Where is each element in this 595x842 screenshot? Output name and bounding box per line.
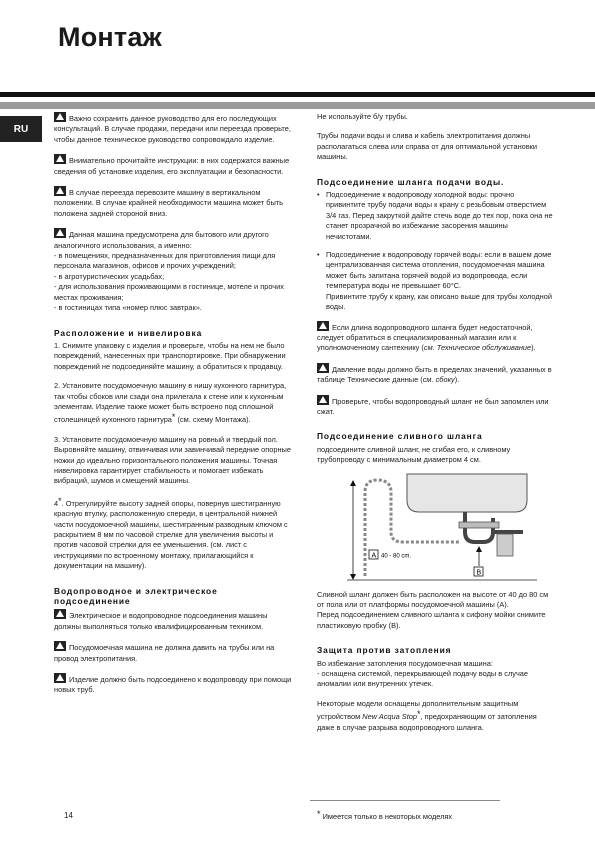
warning-icon (54, 186, 66, 196)
siphon-nut (459, 522, 499, 528)
usage-line: - в агротуристических усадьбах; (54, 271, 165, 281)
warning-paragraph: Изделие должно быть подсоединено к водопроводу при помощи новых труб. (54, 675, 292, 695)
warning-icon (317, 395, 329, 405)
label-b: B (476, 569, 482, 577)
label-a: A (371, 552, 377, 560)
drain-diagram-svg (347, 472, 537, 582)
section-heading-supply: Подсоединение шланга подачи воды. (317, 176, 505, 187)
label-a-text: 40 - 80 cm. (381, 553, 412, 560)
placement-step-2: 2. Установите посудомоечную машину в нишу кухонного гарнитура, так чтобы сбоков или сзади она прилегала к стене или к кухонным элементам. Изделие также может быть встроено под сплошной столешницей кухонного гарнитура* (см. схему Монтажа). (54, 381, 287, 425)
footer-rule (310, 800, 500, 801)
page-title: Монтаж (58, 22, 162, 52)
warning-icon (54, 641, 66, 651)
usage-line: - для использования проживающими в гостинице, мотеле и прочих местах проживания; (54, 282, 284, 302)
paragraph-hoses: Трубы подачи воды и слива и кабель электропитания должны располагаться слева или справа от для оптимальной установки машины. (317, 131, 538, 162)
sink-basin (407, 474, 527, 512)
footnote: * Имеется только в некоторых моделях (317, 809, 453, 821)
list-item: • Подсоединение к водопроводу горячей воды: если в вашем доме централизованная система отопления, посудомоечная машина может быть запитана горячей водой из водопровода, если температура воды не превышает 60°С. Привинтите трубу к крану, как описано выше для трубы холодной воды. (317, 250, 555, 312)
placement-step-4: 4*. Отрегулируйте высоту задней опоры, повернув шестигранную красную втулку, расположенную спереди, в центральной нижней части посудомоечной машины, шестигранным разводным ключом с раскрытием 8 мм по часовой стрелке для увеличения высоты и против часовой стрелки для ее уменьшения. (см. лист с инструкциями по встроенному монтажу, прилагающийся к документации на машину). (54, 495, 288, 571)
warning-paragraph: Данная машина предусмотрена для бытового или другого аналогичного использования, а именно: (54, 230, 269, 250)
warning-paragraph: В случае переезда перевозите машину в вертикальном положении. В случае крайней необходимости машина может быть положена задней стороной вниз. (54, 188, 284, 218)
warning-paragraph: Посудомоечная машина не должна давить на трубы или на провод электропитания. (54, 643, 275, 663)
language-tab: RU (0, 116, 42, 142)
header-rule-black (0, 92, 595, 97)
placement-step-1: 1. Снимите упаковку с изделия и проверьте, чтобы на нем не было повреждений, нанесенных при транспортировке. При обнаружении повреждений не подсоединяйте машину, а обратиться к продавцу. (54, 340, 286, 371)
drain-after-text: Сливной шланг должен быть расположен на высоте от 40 до 80 см от пола или от платформы посудомоечной машины (A). Перед подсоединением сливного шланга к сифону мойки снимите пластиковую пробку (B). (317, 589, 549, 630)
drain-text: подсоедините сливной шланг, не сгибая его, к сливному трубопроводу с минимальным диаметром 4 см. (317, 444, 511, 465)
warning-paragraph: Давление воды должно быть в пределах значений, указанных в таблице Технические данные (см. сбоку). (317, 364, 552, 385)
section-heading-placement: Расположение и нивелировка (54, 327, 203, 338)
warning-icon (317, 321, 329, 331)
asterisk: * (171, 412, 176, 423)
usage-line: - в гостиницах типа «номер плюс завтрак». (54, 303, 202, 313)
siphon-trap (497, 534, 513, 556)
paragraph-no-used: Не используйте б/у трубы. (317, 112, 408, 121)
warning-paragraph: Проверьте, чтобы водопроводный шланг не был запомлен или сжат. (317, 396, 549, 416)
warning-icon (317, 363, 329, 373)
left-column (54, 112, 294, 705)
warning-icon (54, 673, 66, 683)
usage-list (54, 251, 294, 313)
flood-text-1: Во избежание затопления посудомоечная машина: - оснащена системой, перекрывающей подачу воды в случае аномалии или внутренних утечек. (317, 658, 529, 689)
flood-text-2: Некоторые модели оснащены дополнительным защитным устройством New Acqua Stop*, предохраняющим от затопления даже в случае разрыва водопроводного шланга. (317, 698, 537, 732)
section-heading-drain: Подсоединение сливного шланга (317, 431, 483, 442)
arrow-head-up (476, 546, 482, 552)
asterisk: * (317, 809, 321, 819)
header-rule-gray (0, 102, 595, 109)
warning-paragraph: Внимательно прочитайте инструкции: в них содержатся важные сведения об установке изделия, его эксплуатации и безопасности. (54, 156, 290, 176)
warning-icon (54, 228, 66, 238)
usage-line: - в помещениях, предназначенных для приготовления пищи для персонала магазинов, офисов и прочих учреждений; (54, 251, 276, 271)
drain-diagram (347, 472, 537, 582)
supply-list (317, 190, 555, 312)
warning-paragraph: Важно сохранить данное руководство для его последующих консультаций. В случае продажи, передачи или переезда проверьте, чтобы данное техническое руководство сопровождало изделие. (54, 114, 291, 144)
section-heading-connection: Водопроводное и электрическое подсоединение (54, 585, 218, 607)
asterisk: * (58, 495, 62, 506)
section-heading-flood: Защита против затопления (317, 645, 452, 656)
asterisk: * (417, 709, 421, 720)
arrow-head-up (350, 480, 356, 486)
right-column (317, 112, 555, 742)
page-number: 14 (64, 811, 73, 820)
arrow-head-down (350, 574, 356, 580)
warning-paragraph: Электрическое и водопроводное подсоединения машины должны выполняться только квалифицированным техником. (54, 611, 268, 631)
placement-step-3: 3. Установите посудомоечную машину на ровный и твердый пол. Выровняйте машину, отвинчивая или завинчивай передние опорные ножки до идеально горизонтального положения машины. Точная нивелировка гарантирует стабильность и помогает избежать вибраций, шумов и смещений машины. (54, 434, 291, 486)
warning-icon (54, 112, 66, 122)
warning-icon (54, 154, 66, 164)
list-item: • Подсоединение к водопроводу холодной воды: прочно привинтите трубу подачи воды к крану с резьбовым отверстием 3/4 газ. Перед закруткой дайте стечь воде до тех пор, пока она не станет прозрачной во избежание засорения машины нечистотами. (317, 190, 555, 242)
warning-paragraph: Если длина водопроводного шланга будет недостаточной, следует обратиться в специализированный магазин или к уполномоченному сантехнику (см. Техническое обслуживание). (317, 322, 536, 353)
warning-icon (54, 609, 66, 619)
